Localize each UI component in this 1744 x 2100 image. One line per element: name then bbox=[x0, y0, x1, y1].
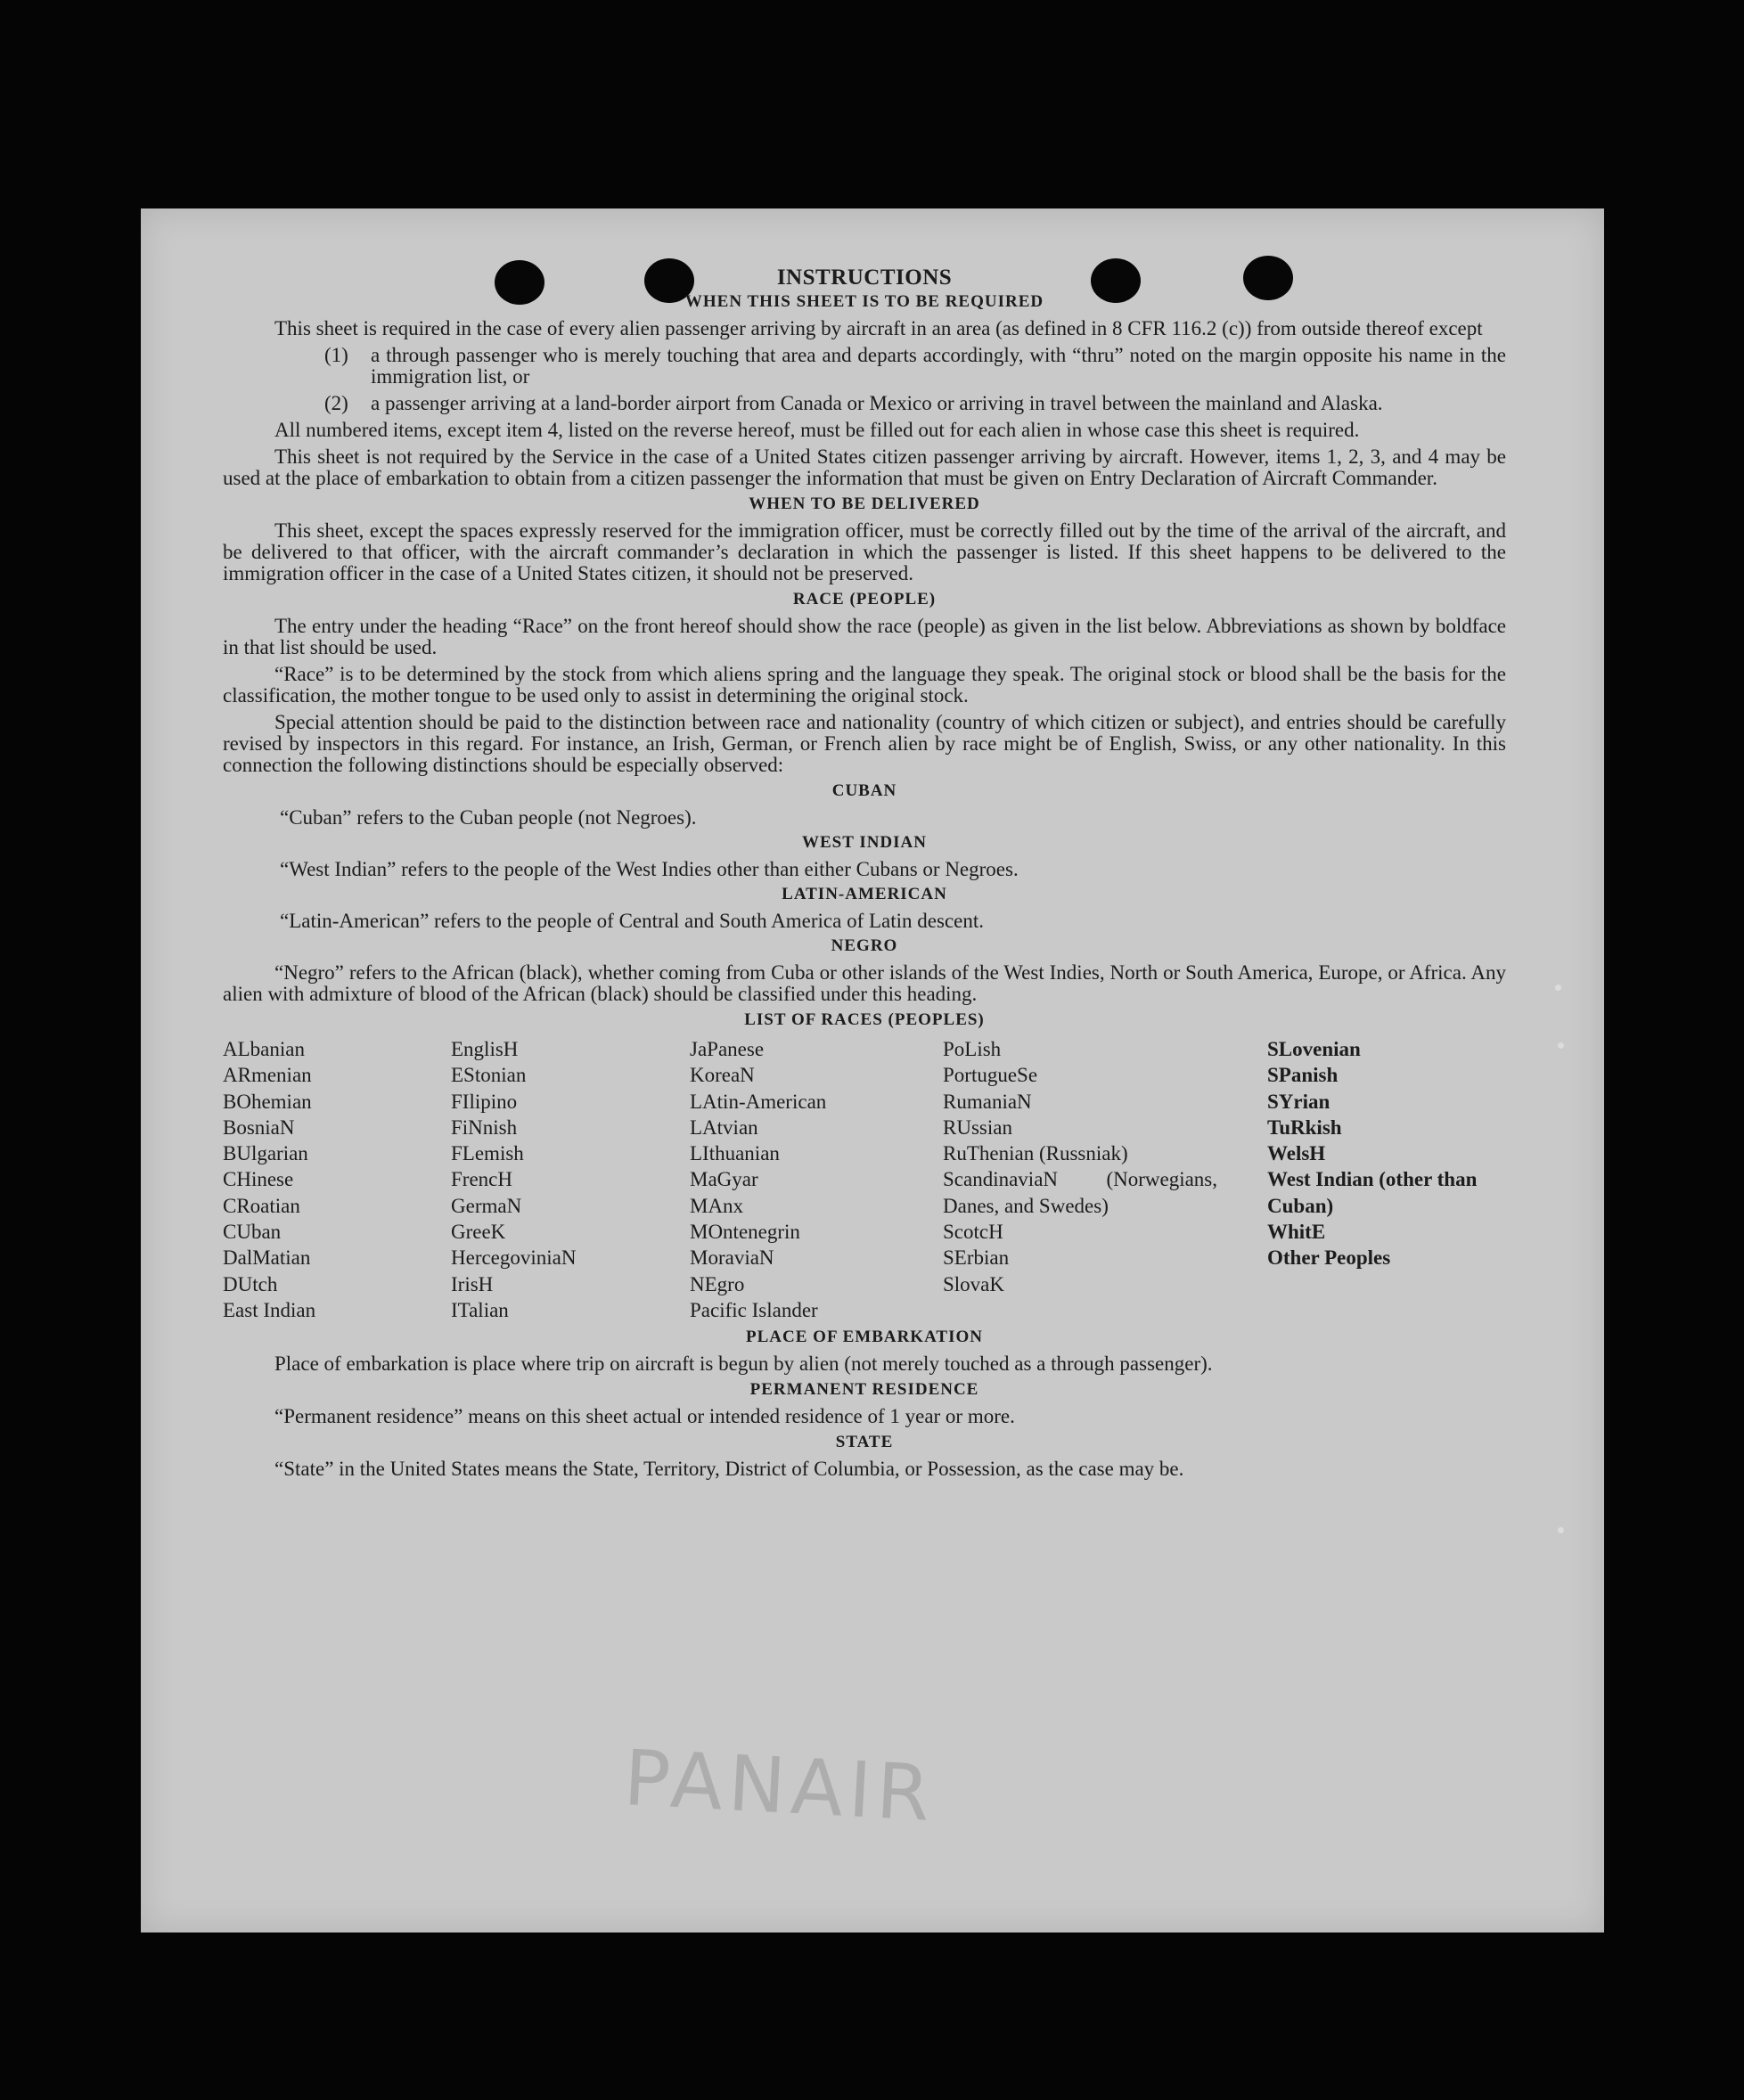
heading-negro: NEGRO bbox=[831, 936, 898, 955]
race-entry: FiNnish bbox=[451, 1115, 518, 1139]
document-sheet bbox=[141, 208, 1604, 1932]
race-entry: DalMatian bbox=[223, 1246, 311, 1270]
race-entry: JaPanese bbox=[690, 1038, 765, 1060]
race-entry: WhitE bbox=[1267, 1221, 1326, 1244]
heading-when-delivered: WHEN TO BE DELIVERED bbox=[749, 494, 980, 513]
exception-item bbox=[324, 345, 1506, 388]
heading-list-of-races: LIST OF RACES (PEOPLES) bbox=[744, 1010, 985, 1029]
race-entry: West Indian (other than Cuban) bbox=[1267, 1168, 1478, 1217]
race-entry: BosniaN bbox=[223, 1115, 295, 1139]
page-title: INSTRUCTIONS bbox=[776, 266, 953, 290]
race-entry: CRoatian bbox=[223, 1194, 300, 1217]
race-entry: PoLish bbox=[943, 1038, 1002, 1060]
race-entry: HercegoviniaN bbox=[451, 1246, 577, 1270]
race-entry: CUban bbox=[223, 1221, 282, 1244]
race-entry: MoraviaN bbox=[690, 1246, 774, 1270]
race-entry: RuThenian (Russniak) bbox=[943, 1142, 1128, 1165]
exception-text: a through passenger who is merely touching that area and departs accordingly, with “thru” noted on the margin opposite his name in the immigration list, or bbox=[371, 344, 1506, 388]
races-column bbox=[690, 1036, 943, 1323]
race-entry: IrisH bbox=[451, 1272, 494, 1295]
heading-permanent-residence: PERMANENT RESIDENCE bbox=[749, 1380, 979, 1400]
margin-mark bbox=[1558, 1527, 1564, 1533]
margin-mark bbox=[1558, 1042, 1564, 1049]
race-entry: SYrian bbox=[1267, 1090, 1331, 1113]
exception-number: (2) bbox=[324, 392, 348, 414]
paragraph-race-1: The entry under the heading “Race” on the front hereof should show the race (people) as given in the list below. Abbreviations as shown by boldface in that list should be used. bbox=[223, 615, 1506, 658]
race-entry: GermaN bbox=[451, 1194, 522, 1217]
race-entry: ScotcH bbox=[943, 1221, 1003, 1244]
paragraph-residence: “Permanent residence” means on this sheet actual or intended residence of 1 year or more. bbox=[274, 1405, 1015, 1428]
heading-cuban: CUBAN bbox=[831, 781, 897, 800]
races-table bbox=[223, 1036, 1506, 1323]
race-entry: ITalian bbox=[451, 1298, 509, 1321]
races-column bbox=[223, 1036, 451, 1323]
definition-west-indian: “West Indian” refers to the people of the West Indies other than either Cubans or Negroes. bbox=[280, 858, 1019, 880]
exception-text: a passenger arriving at a land-border airport from Canada or Mexico or arriving in travel between the mainland and Alaska. bbox=[371, 392, 1383, 414]
race-entry: WelsH bbox=[1267, 1142, 1326, 1165]
races-column bbox=[1267, 1036, 1499, 1323]
race-entry: BOhemian bbox=[223, 1090, 312, 1113]
race-entry: SPanish bbox=[1267, 1064, 1339, 1087]
heading-race: RACE (PEOPLE) bbox=[792, 590, 937, 609]
race-entry: FLemish bbox=[451, 1142, 524, 1165]
heading-west-indian: WEST INDIAN bbox=[802, 833, 927, 852]
race-entry: FIlipino bbox=[451, 1090, 518, 1113]
race-entry: East Indian bbox=[223, 1298, 316, 1321]
race-entry: SlovaK bbox=[943, 1272, 1004, 1295]
race-entry: LIthuanian bbox=[690, 1142, 780, 1165]
race-entry: KoreaN bbox=[690, 1064, 755, 1087]
race-entry: TuRkish bbox=[1267, 1115, 1342, 1139]
instructions-body bbox=[223, 266, 1506, 1485]
race-entry: RumaniaN bbox=[943, 1090, 1032, 1113]
heading-when-required: WHEN THIS SHEET IS TO BE REQUIRED bbox=[684, 292, 1044, 311]
race-entry: MaGyar bbox=[690, 1168, 758, 1191]
definition-latin-american: “Latin-American” refers to the people of Central and South America of Latin descent. bbox=[280, 910, 984, 932]
race-entry: CHinese bbox=[223, 1168, 294, 1191]
races-column bbox=[451, 1036, 690, 1323]
paragraph-state: “State” in the United States means the State, Territory, District of Columbia, or Possession, as the case may be. bbox=[274, 1458, 1184, 1481]
paragraph-race-3: Special attention should be paid to the distinction between race and nationality (country of which citizen or subject), and entries should be carefully revised by inspectors in this regard. For instance, an Irish, German, or French alien by race might be of English, Swiss, or any other nationality. In this connection the following distinctions should be especially observed: bbox=[223, 711, 1506, 776]
race-entry: Pacific Islander bbox=[690, 1298, 818, 1321]
race-entry: Other Peoples bbox=[1267, 1246, 1391, 1270]
race-entry: LAtvian bbox=[690, 1115, 758, 1139]
race-entry: RUssian bbox=[943, 1115, 1012, 1139]
exception-item bbox=[324, 393, 1506, 414]
race-entry: MOntenegrin bbox=[690, 1221, 800, 1244]
paragraph-race-2: “Race” is to be determined by the stock from which aliens spring and the language they speak. The original stock or blood shall be the basis for the classification, the mother tongue to be used only to assist in determining the original stock. bbox=[223, 663, 1506, 707]
race-entry: EnglisH bbox=[451, 1038, 519, 1060]
race-entry: PortugueSe bbox=[943, 1064, 1038, 1087]
races-column bbox=[943, 1036, 1267, 1323]
paragraph-citizen: This sheet is not required by the Service in the case of a United States citizen passenger arriving by aircraft. However, items 1, 2, 3, and 4 may be used at the place of embarkation to obtain from a citizen passenger the information that must be given on Entry Declaration of Aircraft Commander. bbox=[223, 445, 1506, 489]
race-entry: LAtin-American bbox=[690, 1090, 827, 1113]
heading-state: STATE bbox=[835, 1433, 894, 1452]
paragraph-embarkation: Place of embarkation is place where trip on aircraft is begun by alien (not merely touched as a through passenger). bbox=[274, 1352, 1213, 1376]
race-entry: NEgro bbox=[690, 1272, 745, 1295]
paragraph-delivery: This sheet, except the spaces expressly reserved for the immigration officer, must be correctly filled out by the time of the arrival of the aircraft, and be delivered to that officer, with the aircraft commander’s declaration in which the passenger is listed. If this sheet happens to be delivered to the immigration officer in the case of a United States citizen, it should not be preserved. bbox=[223, 519, 1506, 584]
definition-negro: “Negro” refers to the African (black), whether coming from Cuba or other islands of the West Indies, North or South America, Europe, or Africa. Any alien with admixture of blood of the African (black) should be classified under this heading. bbox=[223, 961, 1506, 1005]
race-entry: DUtch bbox=[223, 1272, 278, 1295]
margin-mark bbox=[1555, 985, 1561, 991]
race-entry: SLovenian bbox=[1267, 1038, 1361, 1060]
exception-number: (1) bbox=[324, 344, 348, 366]
race-entry: SErbian bbox=[943, 1246, 1010, 1270]
race-entry: ScandinaviaN (Norwegians, Danes, and Swedes) bbox=[943, 1168, 1217, 1217]
paragraph-required-intro: This sheet is required in the case of every alien passenger arriving by aircraft in an area (as defined in 8 CFR 116.2 (c)) from outside thereof except bbox=[274, 317, 1483, 339]
handwritten-annotation: PANAIR bbox=[621, 1733, 938, 1840]
definition-cuban: “Cuban” refers to the Cuban people (not Negroes). bbox=[280, 806, 697, 829]
race-entry: FrencH bbox=[451, 1168, 512, 1191]
race-entry: EStonian bbox=[451, 1064, 527, 1087]
heading-embarkation: PLACE OF EMBARKATION bbox=[746, 1328, 983, 1347]
race-entry: ARmenian bbox=[223, 1064, 312, 1087]
paragraph-numbered-items: All numbered items, except item 4, listed on the reverse hereof, must be filled out for each alien in whose case this sheet is required. bbox=[274, 419, 1360, 441]
race-entry: GreeK bbox=[451, 1221, 506, 1244]
race-entry: MAnx bbox=[690, 1194, 744, 1217]
race-entry: BUlgarian bbox=[223, 1142, 308, 1165]
race-entry: ALbanian bbox=[223, 1038, 305, 1060]
heading-latin-american: LATIN-AMERICAN bbox=[782, 885, 947, 903]
